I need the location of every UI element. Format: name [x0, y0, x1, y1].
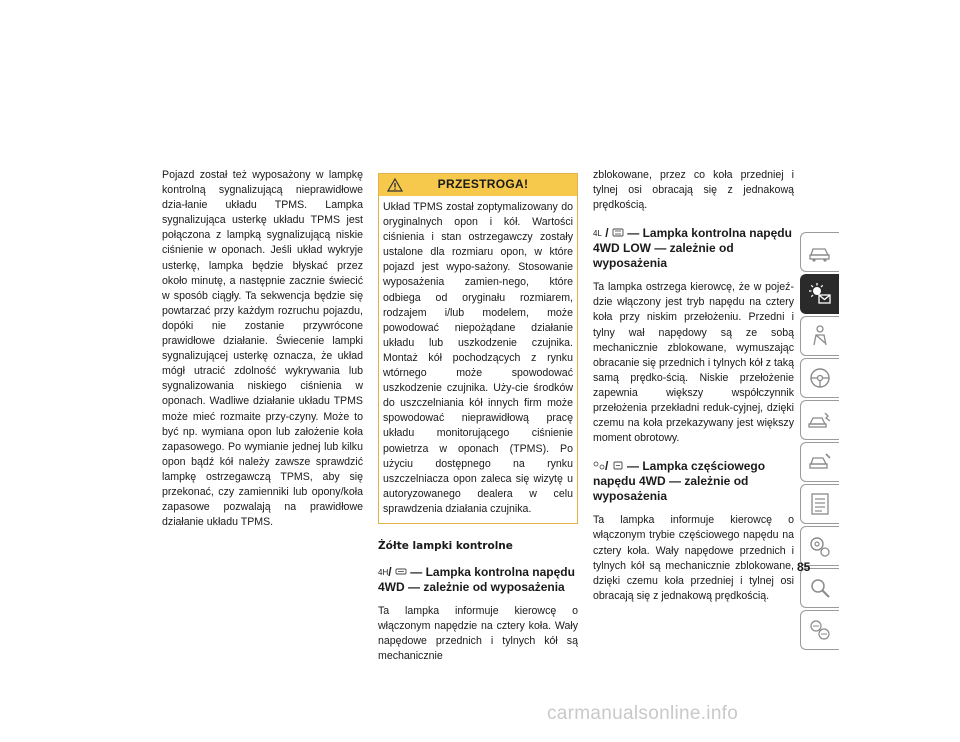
section-tabs [800, 232, 840, 652]
tab-index[interactable] [800, 568, 839, 608]
car-front-icon [807, 239, 833, 265]
tab-driving[interactable] [800, 358, 839, 398]
crash-icon [807, 407, 833, 433]
part-time-4wd-icon [593, 461, 605, 470]
4l-symbol: 4L [593, 229, 602, 239]
checklist-icon [807, 491, 833, 517]
4h-symbol: 4H [378, 568, 389, 578]
magnifier-icon [807, 575, 833, 601]
language-icon [807, 617, 833, 643]
dashboard-lights-icon [807, 281, 833, 307]
4wd-paragraph: Ta lampka informuje kierowcę o włączonym napędzie na cztery koła. Wały napędowe przednich i tylnych kół są mechanicznie [378, 605, 578, 663]
seatbelt-icon [807, 323, 833, 349]
column-middle [378, 173, 578, 664]
tab-safety[interactable] [800, 316, 839, 356]
warning-body: Układ TPMS został zoptymalizowany do oryginalnych opon i kół. Wartości ciśnienia i stan ostrzegawczy zostały ustalone dla rozmiaru opon, w które pojazd jest wypo-sażony. Stosowanie wyposażenia zamien-nego, które odbiega od oryginału rozmiarem, rodzajem i/lub modelem, może powodować niepożądane działanie układu lub uszkodzenie czujnika. Montaż kół pochodzących z rynku wtórnego może spowodować uszkodzenie czujnika. Uży-cie środków do uszczelniania kół innych firm może spowodować nieprawidłową pracę układu monitorującego ciśnienie powietrza w oponach (TPMS). Po użyciu dostępnego na rynku uszczelniacza opon zaleca się wizytę u autoryzowanego dealera w celu sprawdzenia działania czujnika. [383, 201, 573, 515]
heading-slash: / [388, 565, 392, 580]
tpms-malfunction-paragraph: Pojazd został też wyposażony w lampkę kontrolną sygnalizującą nieprawidłowe dzia-łanie układu TPMS. Lampka sygnalizująca usterkę układu TPMS jest połączona z lampką sygnalizującą niskie ciśnienie w oponach. Jeśli układ wykryje usterkę, lampka będzie błyskać przez około minutę, a następnie zacznie świecić w sposób ciągły. Ta sekwencja będzie się powtarzać przy każdym rozruchu pojazdu, dopóki nie zostanie przywrócone prawidłowe działanie. Świecenie lampki sygnalizującej usterkę oznacza, że układ mógł utracić zdolność wykrywania lub sygnalizowania niskiego ciśnienia w oponach. Wadliwe działanie układu TPMS może mieć rozmaite przy-czyny. Może to być np. wymiana opon lub założenie koła zapasowego. Po wymianie jednej lub kilku opon bądź kół należy zawsze sprawdzić lampkę ostrzegawczą TPMS, aby się przekonać, czy zamienniki lub opony/koła zapasowe pozwalają na prawidłowe działanie układu TPMS. [162, 169, 363, 529]
tab-vehicle[interactable] [800, 232, 839, 272]
warning-title: PRZESTROGA! [437, 177, 529, 192]
heading-part-time-4wd [593, 459, 794, 504]
tab-emergency[interactable] [800, 400, 839, 440]
heading-4wd-low [593, 226, 794, 271]
continued-paragraph: zblokowane, przez co koła przedniej i tylnej osi obracają się z jednakową prędkością. [593, 169, 794, 212]
heading-4wd [378, 565, 578, 595]
heading-4wd-low-text: — Lampka kontrolna napędu 4WD LOW — zależnie od wyposażenia [593, 226, 792, 271]
heading-4wd-text: — Lampka kontrolna napędu 4WD — zależnie od wyposażenia [378, 565, 575, 595]
heading-slash: / [605, 459, 609, 474]
4wd-low-indicator-icon [612, 228, 624, 237]
warning-header [379, 174, 577, 196]
column-right [593, 168, 794, 604]
part-time-4wd-alt-icon [612, 461, 624, 470]
heading-slash: / [605, 226, 609, 241]
steering-wheel-icon [807, 365, 833, 391]
page-number: 85 [797, 560, 811, 574]
watermark: carmanualsonline.info [547, 703, 739, 724]
heading-part-time-4wd-text: — Lampka częściowego napędu 4WD — zależnie od wyposażenia [593, 459, 766, 504]
tab-specifications[interactable] [800, 484, 839, 524]
tab-languages[interactable] [800, 610, 839, 650]
4wd-low-paragraph: Ta lampka ostrzega kierowcę, że w pojeź-dzie włączony jest tryb napędu na cztery koła przy niskim przełożeniu. Przedni i tylny wał napędowy są ze sobą mechanicznie zblokowane, wymuszając obracanie się przednich i tylnych kół z taką samą prędko-ścią. Niskie przełożenie zapewnia większy współczynnik przełożenia przekładni reduk-cyjnej, dzięki czemu na koła przekazywany jest większy moment obrotowy. [593, 281, 794, 445]
4wd-indicator-icon [395, 567, 407, 576]
warning-box [378, 173, 578, 524]
car-service-icon [807, 449, 833, 475]
tab-dashboard-lights[interactable] [800, 274, 839, 314]
column-left [162, 168, 363, 530]
warning-triangle-icon [387, 178, 403, 192]
section-subtitle: Żółte lampki kontrolne [378, 539, 513, 552]
tab-service[interactable] [800, 442, 839, 482]
gears-icon [807, 533, 833, 559]
part-time-4wd-paragraph: Ta lampka informuje kierowcę o włączonym trybie częściowego napędu na cztery koła. Wały napędowe przednich i tylnych kół są mechanicznie zblokowane, dzięki czemu koła przedniej i tylnej osi obracają się z jednakową prędkością. [593, 514, 794, 602]
